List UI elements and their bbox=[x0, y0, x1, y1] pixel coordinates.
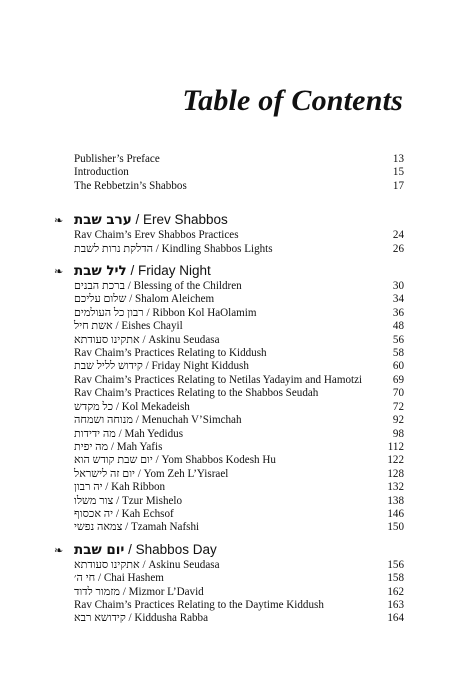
entry-title: חי ה׳ / Chai Hashem bbox=[74, 572, 164, 585]
toc-entry[interactable] bbox=[74, 243, 404, 256]
page-number: 138 bbox=[387, 494, 404, 507]
page-number: 48 bbox=[392, 320, 404, 333]
page-number: 24 bbox=[392, 229, 404, 242]
toc-entry[interactable] bbox=[74, 468, 404, 481]
entry-title: Rav Chaim’s Practices Relating to the Daytime Kiddush bbox=[74, 598, 324, 611]
entry-title: רבון כל העולמים / Ribbon Kol HaOlamim bbox=[74, 306, 257, 319]
section-shabbos-day bbox=[54, 541, 404, 626]
section-heading-hebrew: יום שבת bbox=[74, 541, 125, 558]
page-number: 13 bbox=[392, 153, 404, 165]
entry-title: אשת חיל / Eishes Chayil bbox=[74, 320, 183, 333]
section-heading-english: / Erev Shabbos bbox=[131, 212, 228, 228]
toc-entry[interactable] bbox=[74, 481, 404, 494]
entry-title: Introduction bbox=[74, 166, 129, 179]
page-number: 92 bbox=[392, 414, 404, 427]
toc-entry[interactable] bbox=[74, 612, 404, 625]
entry-title: Rav Chaim’s Practices Relating to the Shabbos Seudah bbox=[74, 387, 319, 400]
toc-entry[interactable] bbox=[74, 428, 404, 441]
page-number: 163 bbox=[387, 598, 404, 611]
entry-title: קידוש לליל שבת / Friday Night Kiddush bbox=[74, 360, 249, 373]
toc-entry[interactable] bbox=[74, 572, 404, 585]
toc-entry[interactable] bbox=[74, 401, 404, 414]
entry-title: אתקינו סעודתא / Askinu Seudasa bbox=[74, 558, 220, 571]
section-erev-shabbos bbox=[54, 212, 404, 256]
toc-entry[interactable] bbox=[74, 441, 404, 454]
page-number: 26 bbox=[392, 242, 404, 255]
entry-title: צמאה נפשי / Tzamah Nafshi bbox=[74, 521, 200, 534]
entry-title: ברכת הבנים / Blessing of the Children bbox=[74, 280, 242, 293]
entry-title: אתקינו סעודתא / Askinu Seudasa bbox=[74, 333, 220, 346]
entry-title: מה יפית / Mah Yafis bbox=[74, 440, 163, 453]
fleuron-icon: ❧ bbox=[54, 214, 64, 228]
entry-title: מה ידידות / Mah Yedidus bbox=[74, 427, 184, 440]
page-number: 164 bbox=[387, 612, 404, 625]
toc-entry[interactable] bbox=[74, 454, 404, 467]
page-number: 112 bbox=[387, 440, 404, 453]
page-number: 158 bbox=[387, 572, 404, 585]
section-heading-hebrew: ערב שבת bbox=[74, 212, 132, 229]
toc-entry[interactable] bbox=[74, 347, 404, 360]
entry-title: מזמור לדוד / Mizmor L’David bbox=[74, 585, 204, 598]
page-number: 156 bbox=[387, 558, 404, 571]
toc-entry[interactable] bbox=[74, 559, 404, 572]
toc-entry[interactable] bbox=[74, 360, 404, 373]
toc-entry[interactable] bbox=[74, 229, 404, 242]
entry-title: קידושא רבא / Kiddusha Rabba bbox=[74, 612, 209, 625]
toc-entry[interactable] bbox=[74, 153, 404, 166]
toc-entry[interactable] bbox=[74, 495, 404, 508]
page-number: 70 bbox=[392, 387, 404, 400]
page-number: 69 bbox=[392, 373, 404, 386]
entry-title: The Rebbetzin’s Shabbos bbox=[74, 179, 187, 192]
page-number: 34 bbox=[392, 293, 404, 306]
page-number: 72 bbox=[392, 400, 404, 413]
section-heading-hebrew: ליל שבת bbox=[74, 263, 127, 280]
page-title: Table of Contents bbox=[182, 84, 403, 117]
page-number: 30 bbox=[392, 280, 404, 293]
page-number: 60 bbox=[392, 360, 404, 373]
toc-entry[interactable] bbox=[74, 414, 404, 427]
entry-title: כל מקדש / Kol Mekadeish bbox=[74, 400, 190, 413]
toc-entry[interactable] bbox=[74, 280, 404, 293]
page-number: 150 bbox=[387, 521, 404, 534]
toc-entry[interactable] bbox=[74, 293, 404, 306]
section-friday-night bbox=[54, 263, 404, 535]
section-heading bbox=[54, 212, 404, 229]
toc-entry[interactable] bbox=[74, 521, 404, 534]
page-number: 58 bbox=[392, 347, 404, 360]
entry-title: יום זה לישראל / Yom Zeh L’Yisrael bbox=[74, 467, 229, 480]
toc-entry[interactable] bbox=[74, 586, 404, 599]
page-number: 146 bbox=[387, 507, 404, 520]
entry-title: צור משלו / Tzur Mishelo bbox=[74, 494, 183, 507]
entry-title: יום שבת קודש הוא / Yom Shabbos Kodesh Hu bbox=[74, 454, 276, 467]
entry-title: יה אכסוף / Kah Echsof bbox=[74, 507, 174, 520]
page-number: 15 bbox=[392, 166, 404, 179]
section-heading-english: / Shabbos Day bbox=[124, 541, 217, 557]
page-number: 132 bbox=[387, 481, 404, 494]
fleuron-icon: ❧ bbox=[54, 265, 64, 279]
page-number: 128 bbox=[387, 467, 404, 480]
page-number: 36 bbox=[392, 306, 404, 319]
toc-entry[interactable] bbox=[74, 374, 404, 387]
entry-title: שלום עליכם / Shalom Aleichem bbox=[74, 293, 215, 306]
section-heading-english: / Friday Night bbox=[126, 263, 211, 279]
entry-title: Publisher’s Preface bbox=[74, 153, 160, 165]
page-number: 122 bbox=[387, 454, 404, 467]
toc-entry[interactable] bbox=[74, 387, 404, 400]
page-number: 98 bbox=[392, 427, 404, 440]
fleuron-icon: ❧ bbox=[54, 543, 64, 557]
page-number: 17 bbox=[392, 179, 404, 192]
section-heading bbox=[54, 263, 404, 280]
page-number: 162 bbox=[387, 585, 404, 598]
toc-entry[interactable] bbox=[74, 599, 404, 612]
entry-title: יה רבון / Kah Ribbon bbox=[74, 481, 166, 494]
entry-title: Rav Chaim’s Practices Relating to Netilas Yadayim and Hamotzi bbox=[74, 373, 363, 386]
toc-entry[interactable] bbox=[74, 166, 404, 179]
toc-entry[interactable] bbox=[74, 508, 404, 521]
entry-title: Rav Chaim’s Erev Shabbos Practices bbox=[74, 229, 239, 242]
entry-title: הדלקת נרות לשבת / Kindling Shabbos Lights bbox=[74, 242, 273, 255]
section-heading bbox=[54, 541, 404, 558]
preface-group bbox=[74, 153, 404, 193]
toc-list bbox=[54, 153, 404, 633]
toc-entry[interactable] bbox=[74, 334, 404, 347]
page-number: 56 bbox=[392, 333, 404, 346]
entry-title: מנוחה ושמחה / Menuchah V’Simchah bbox=[74, 414, 242, 427]
toc-entry[interactable] bbox=[74, 320, 404, 333]
entry-title: Rav Chaim’s Practices Relating to Kiddush bbox=[74, 347, 267, 360]
toc-entry[interactable] bbox=[74, 307, 404, 320]
toc-entry[interactable] bbox=[74, 180, 404, 193]
